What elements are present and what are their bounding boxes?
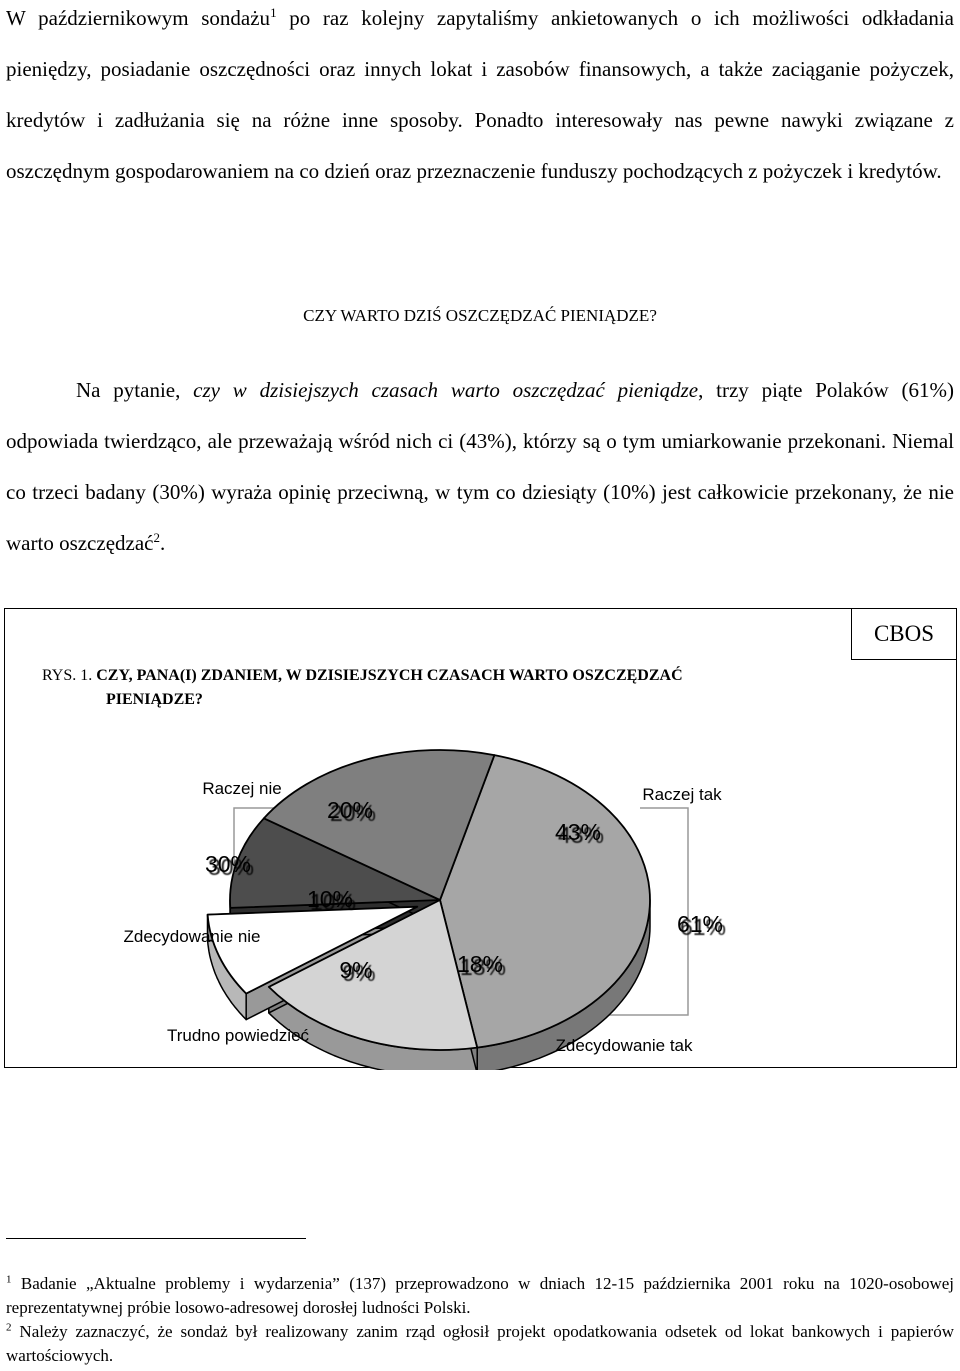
value-label-zdecydowanie-tak: 18%	[456, 951, 504, 977]
footnote-separator	[6, 1238, 306, 1239]
footnote-ref-1[interactable]: 1	[270, 5, 277, 20]
footnote-ref-2[interactable]: 2	[153, 530, 160, 545]
body-paragraph	[6, 365, 954, 569]
category-label-zdecydowanie-tak: Zdecydowanie tak	[555, 1036, 693, 1055]
footnote-2	[6, 1320, 954, 1368]
category-label-raczej-tak: Raczej tak	[642, 785, 722, 804]
value-label-trudno-powiedzieć: 9%	[339, 957, 373, 983]
footnote-1	[6, 1272, 954, 1320]
value-label-raczej-tak: 43%	[554, 819, 602, 845]
footnote-2-number: 2	[6, 1321, 12, 1334]
body-lead: Na pytanie,	[76, 378, 194, 402]
intro-text-start: W październikowym sondażu	[6, 6, 271, 30]
body-question: czy w dzisiejszych czasach warto oszczędzać pieniądze	[193, 378, 699, 402]
section-title: CZY WARTO DZIŚ OSZCZĘDZAĆ PIENIĄDZE?	[303, 306, 657, 325]
source-badge: CBOS	[851, 608, 957, 660]
category-label-zdecydowanie-nie: Zdecydowanie nie	[123, 927, 261, 946]
value-label-raczej-nie: 20%	[326, 797, 374, 823]
intro-text-rest: po raz kolejny zapytaliśmy ankietowanych o ich możliwości odkładania pieniędzy, posiadanie oszczędności oraz innych lokat i zasobów finansowych, a także zaciąganie pożyczek, kredytów i zadłużania się na różne inne sposoby. Ponadto interesowały nas pewne nawyki związane z oszczędnym gospodarowaniem na co dzień oraz przeznaczenie funduszy pochodzących z pożyczek i kredytów.	[6, 6, 954, 183]
figure-caption-line2: PIENIĄDZE?	[106, 691, 203, 708]
figure-caption-line1: CZY, PANA(I) ZDANIEM, W DZISIEJSZYCH CZASACH WARTO OSZCZĘDZAĆ	[96, 667, 683, 684]
body-text: , trzy piąte Polaków (61%) odpowiada twierdząco, ale przeważają wśród nich ci (43%), którzy są o tym umiarkowanie przekonani. Niemal co trzeci badany (30%) wyraża opinię przeciwną, w tym co dziesiąty (10%) jest całkowicie przekonany, że nie warto oszczędzać	[6, 378, 954, 555]
value-label-zdecydowanie-nie: 10%	[306, 886, 354, 912]
category-label-trudno-powiedzieć: Trudno powiedzieć	[166, 1026, 310, 1045]
footnote-1-text: Badanie „Aktualne problemy i wydarzenia” (137) przeprowadzono w dniach 12-15 października 2001 roku na 1020-osobowej reprezentatywnej próbie losowo-adresowej dorosłej ludności Polski.	[6, 1274, 954, 1317]
footnote-1-number: 1	[6, 1273, 12, 1286]
footnote-2-text: Należy zaznaczyć, że sondaż był realizowany zanim rząd ogłosił projekt opodatkowania odsetek od lokat bankowych i papierów wartościowych.	[6, 1322, 954, 1365]
group-total-negative: 30%	[204, 851, 252, 877]
category-label-raczej-nie: Raczej nie	[202, 779, 282, 798]
group-total-positive: 61%	[676, 911, 724, 937]
figure-number: RYS. 1.	[42, 667, 97, 684]
pie-chart	[0, 600, 960, 1070]
intro-paragraph	[6, 0, 954, 197]
body-end: .	[159, 531, 166, 555]
